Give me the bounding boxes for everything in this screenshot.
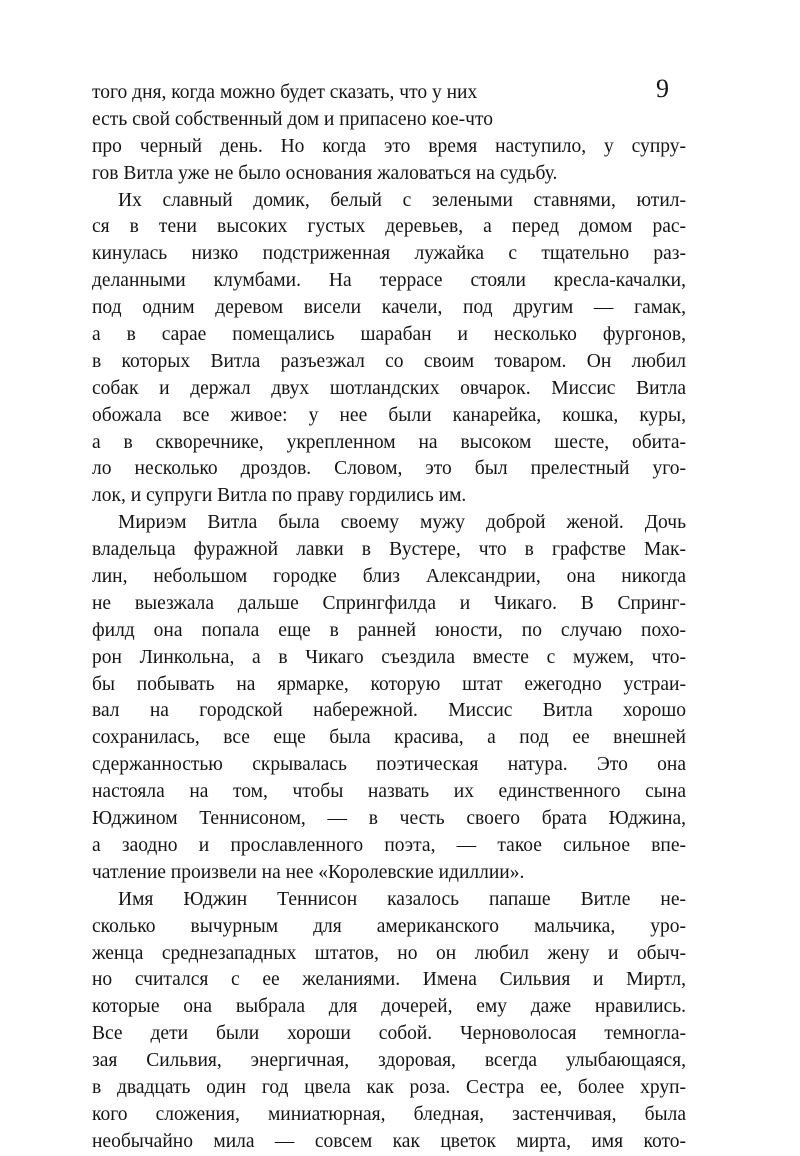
text-line: кого сложения, миниатюрная, бледная, застенчивая, была	[92, 1103, 686, 1125]
text-line: гов Витла уже не было основания жаловаться на судьбу.	[92, 162, 558, 184]
text-line: собак и держал двух шотландских овчарок. Миссис Витла	[92, 377, 686, 399]
text-line: не выезжала дальше Спрингфилда и Чикаго. В Спринг-	[92, 592, 686, 614]
text-line: а в скворечнике, укрепленном на высоком шесте, обита-	[92, 431, 686, 453]
text-line: зая Сильвия, энергичная, здоровая, всегда улыбающаяся,	[92, 1050, 686, 1072]
text-line: деланными клумбами. На террасе стояли кресла-качалки,	[92, 270, 686, 292]
page-number: 9	[656, 74, 669, 103]
text-line: в которых Витла разъезжал со своим товаром. Он любил	[92, 350, 686, 372]
text-line: женца среднезападных штатов, но он любил жену и обыч-	[92, 942, 686, 964]
text-line: владельца фуражной лавки в Вустере, что в графстве Мак-	[92, 539, 686, 561]
text-line: Мириэм Витла была своему мужу доброй женой. Дочь	[118, 512, 686, 534]
text-line: обожала все живое: у нее были канарейка, кошка, куры,	[92, 404, 686, 426]
text-line: а в сарае помещались шарабан и несколько фургонов,	[92, 324, 686, 346]
text-line: Все дети были хороши собой. Черноволосая темногла-	[92, 1023, 686, 1045]
text-line: в двадцать один год цвела как роза. Сестра ее, более хруп-	[92, 1076, 686, 1098]
text-line: которые она выбрала для дочерей, ему даже нравились.	[92, 996, 686, 1018]
text-line: а заодно и прославленного поэта, — такое сильное впе-	[92, 834, 686, 856]
text-line: чатление произвели на нее «Королевские идиллии».	[92, 861, 525, 883]
text-line: необычайно мила — совсем как цветок мирта, имя кото-	[92, 1130, 686, 1152]
text-line: кинулась низко подстриженная лужайка с тщательно раз-	[92, 243, 686, 265]
text-line: сохранилась, все еще была красива, а под ее внешней	[92, 727, 686, 749]
text-line: филд она попала еще в ранней юности, по случаю похо-	[92, 619, 686, 641]
text-line: рон Линкольна, а в Чикаго съездила вместе с мужем, что-	[92, 646, 686, 668]
body-text	[92, 80, 686, 1156]
text-line: сдержанностью скрывалась поэтическая натура. Это она	[92, 754, 686, 776]
text-line: вал на городской набережной. Миссис Витла хорошо	[92, 700, 686, 722]
text-line: Имя Юджин Теннисон казалось папаше Витле не-	[118, 888, 686, 910]
text-line: лин, небольшом городке близ Александрии, она никогда	[92, 566, 686, 588]
text-line: под одним деревом висели качели, под другим — гамак,	[92, 297, 686, 319]
text-line: про черный день. Но когда это время наступило, у супру-	[92, 135, 686, 157]
text-line: есть свой собственный дом и припасено кое-что	[92, 108, 493, 130]
text-line: Юджином Теннисоном, — в честь своего брата Юджина,	[92, 808, 686, 830]
text-line: ся в тени высоких густых деревьев, а перед домом рас-	[92, 216, 686, 238]
text-line: лок, и супруги Витла по праву гордились им.	[92, 485, 467, 507]
text-line: но считался с ее желаниями. Имена Сильвия и Миртл,	[92, 969, 686, 991]
text-line: Их славный домик, белый с зелеными ставнями, ютил-	[118, 189, 686, 211]
text-line: ло несколько дроздов. Словом, это был прелестный уго-	[92, 458, 686, 480]
text-line: сколько вычурным для американского мальчика, уро-	[92, 915, 686, 937]
text-line: бы побывать на ярмарке, которую штат ежегодно устраи-	[92, 673, 686, 695]
text-line: того дня, когда можно будет сказать, что у них	[92, 82, 478, 103]
text-line: настояла на том, чтобы назвать их единственного сына	[92, 781, 686, 803]
